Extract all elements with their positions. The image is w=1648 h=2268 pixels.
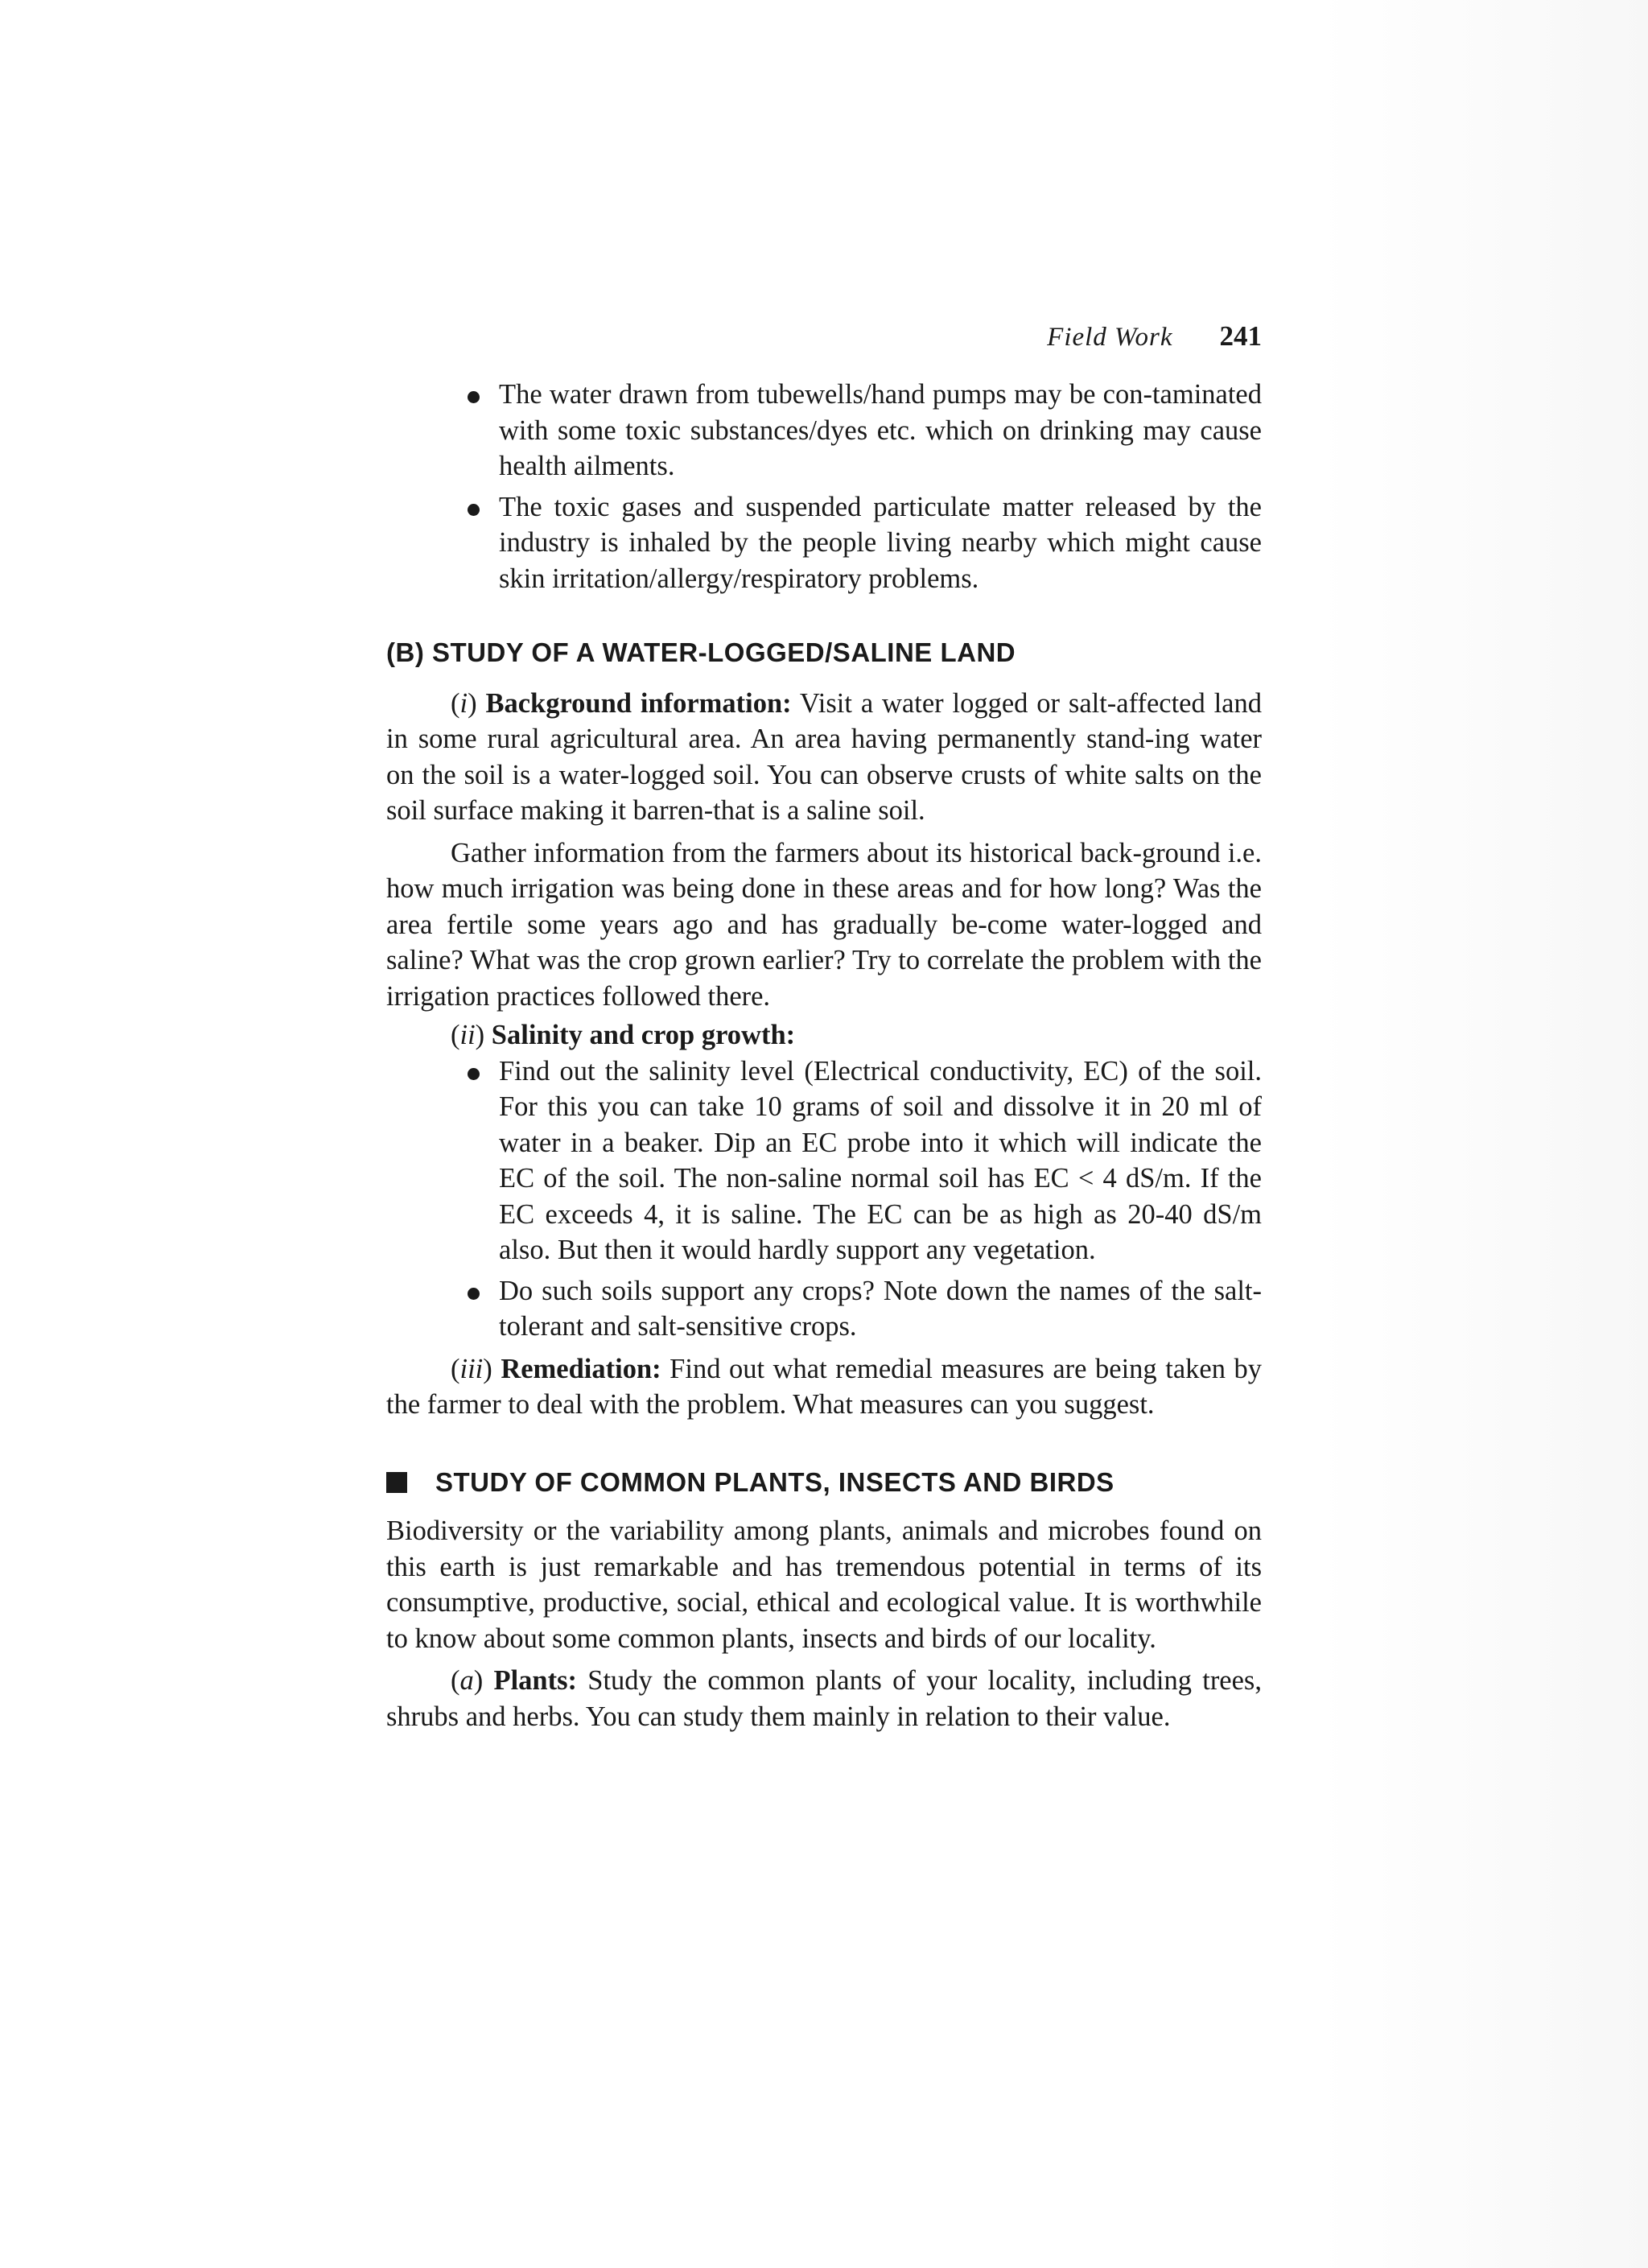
bullet-text: Find out the salinity level (Electrical conductivity, EC) of the soil. For this you can take 10 grams of soil and dissolve it in 20 ml of water in a beaker. Dip an EC probe into it which will indicate the EC of the soil. The non-saline normal soil has EC < 4 dS/m. If the EC exceeds 4, it is saline. The EC can be as high as 20-40 dS/m also. But then it would hardly support any vegetation. xyxy=(499,1055,1262,1265)
running-head xyxy=(386,320,1262,361)
gather-paragraph: Gather information from the farmers about its historical back-ground i.e. how much irrigation was being done in these areas and for how long? Was the area fertile some years ago and has gradually be-come water-logged and saline? What was the crop grown earlier? Try to correlate the problem with the irrigation practices followed there. xyxy=(386,837,1262,1012)
salinity-label: Salinity and crop growth: xyxy=(491,1020,796,1050)
background-label: Background information: xyxy=(485,687,792,719)
list-item xyxy=(386,377,1262,485)
bullet-icon xyxy=(468,504,480,516)
bullet-text: The toxic gases and suspended particulate matter released by the industry is inhaled by the people living nearby which might cause skin irritation/allergy/respiratory problems. xyxy=(499,491,1262,594)
biodiversity-paragraph: Biodiversity or the variability among plants, animals and microbes found on this earth is just remarkable and has tremendous potential in terms of its consumptive, productive, social, ethical and ecological value. It is worthwhile to know about some common plants, insects and birds of our locality. xyxy=(386,1515,1262,1654)
bullet-icon xyxy=(468,1288,480,1300)
list-item xyxy=(386,489,1262,597)
remediation-label: Remediation: xyxy=(501,1353,661,1384)
salinity-subheading: (ii) Salinity and crop growth: xyxy=(451,1020,796,1050)
item-letter: a xyxy=(459,1665,474,1696)
bullet-text: Do such soils support any crops? Note down the names of the salt-tolerant and salt-sensitive crops. xyxy=(499,1275,1262,1342)
remediation-paragraph: (iii) Remediation: Find out what remedial measures are being taken by the farmer to deal with the problem. What measures can you suggest. xyxy=(386,1353,1262,1420)
list-item xyxy=(386,1273,1262,1345)
section-c-heading-text: STUDY OF COMMON PLANTS, INSECTS AND BIRDS xyxy=(435,1466,1114,1497)
background-paragraph: (i) Background information: Visit a water logged or salt-affected land in some rural agricultural area. An area having permanently stand-ing water on the soil is a water-logged soil. You can observe crusts of white salts on the soil surface making it barren-that is a saline soil. xyxy=(386,687,1262,826)
running-head-title: Field Work xyxy=(1047,323,1173,352)
remediation-text: Find out what remedial measures are being taken by the farmer to deal with the problem. What measures can you suggest. xyxy=(386,1353,1262,1420)
bullet-icon xyxy=(468,1068,480,1080)
item-numeral: iii xyxy=(459,1353,484,1384)
salinity-bullet-list xyxy=(386,1054,1262,1345)
item-numeral: ii xyxy=(459,1020,476,1050)
intro-bullet-list xyxy=(386,377,1262,596)
background-text: Visit a water logged or salt-affected land in some rural agricultural area. An area having permanently stand-ing water on the soil is a water-logged soil. You can observe crusts of white salts on the soil surface making it barren-that is a saline soil. xyxy=(386,687,1262,826)
section-c-heading xyxy=(386,1465,1262,1501)
square-bullet-icon xyxy=(386,1472,407,1493)
plants-label: Plants: xyxy=(493,1665,577,1696)
section-b-heading: (B) STUDY OF A WATER-LOGGED/SALINE LAND xyxy=(386,637,1016,667)
page-body xyxy=(386,377,1262,1734)
plants-paragraph: (a) Plants: Study the common plants of your locality, including trees, shrubs and herbs. You can study them mainly in relation to their value. xyxy=(386,1665,1262,1732)
item-numeral: i xyxy=(459,687,468,719)
list-item xyxy=(386,1054,1262,1268)
plants-text: Study the common plants of your locality, including trees, shrubs and herbs. You can study them mainly in relation to their value. xyxy=(386,1665,1262,1732)
bullet-text: The water drawn from tubewells/hand pumps may be con-taminated with some toxic substances/dyes etc. which on drinking may cause health ailments. xyxy=(499,379,1262,481)
bullet-icon xyxy=(468,391,480,403)
page-number: 241 xyxy=(1219,320,1262,352)
